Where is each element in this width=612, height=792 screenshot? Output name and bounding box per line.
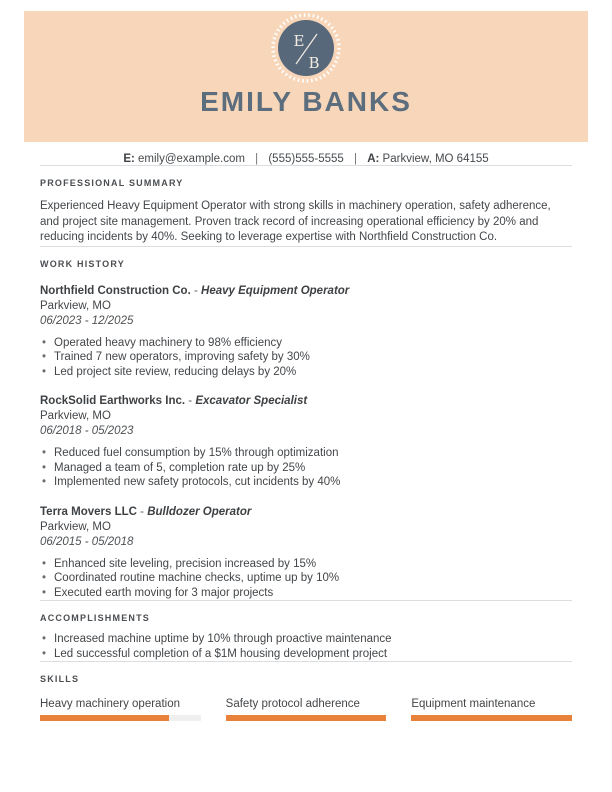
job-bullet-list bbox=[40, 336, 572, 380]
job-bullet: • Implemented new safety protocols, cut incidents by 40% bbox=[40, 475, 572, 490]
accomplishment-bullet: • Increased machine uptime by 10% through proactive maintenance bbox=[40, 632, 572, 647]
job-bullet: • Executed earth moving for 3 major projects bbox=[40, 586, 572, 601]
job-title-line bbox=[40, 283, 572, 299]
skill-bar-fill bbox=[411, 715, 572, 721]
section-divider bbox=[40, 600, 572, 601]
job-bullet-list bbox=[40, 446, 572, 490]
section-divider bbox=[40, 661, 572, 662]
section-title-accomplishments: ACCOMPLISHMENTS bbox=[40, 613, 150, 623]
skills-row bbox=[40, 697, 572, 721]
skill-label: Safety protocol adherence bbox=[225, 698, 360, 710]
job-dates: 06/2023 - 12/2025 bbox=[40, 314, 134, 327]
skill-item bbox=[40, 697, 201, 721]
address-label: A: bbox=[367, 153, 380, 165]
monogram-letter-top: E bbox=[293, 32, 305, 50]
contact-line bbox=[0, 153, 612, 165]
job-location: Parkview, MO bbox=[40, 520, 111, 533]
phone-value: (555)555-5555 bbox=[268, 153, 344, 165]
job-role: Bulldozer Operator bbox=[147, 505, 252, 518]
monogram-badge bbox=[269, 11, 343, 85]
job-bullet: • Coordinated routine machine checks, uptime up by 10% bbox=[40, 571, 572, 586]
job-bullet: • Reduced fuel consumption by 15% through optimization bbox=[40, 446, 572, 461]
job-bullet: • Trained 7 new operators, improving safety by 30% bbox=[40, 350, 572, 365]
job-role: Excavator Specialist bbox=[195, 395, 308, 407]
job-bullet: • Managed a team of 5, completion rate up by 25% bbox=[40, 461, 572, 476]
job-title-line bbox=[40, 393, 572, 409]
job-title-separator: - bbox=[140, 505, 144, 518]
job-dates: 06/2015 - 05/2018 bbox=[40, 535, 134, 548]
skill-item bbox=[226, 697, 387, 721]
job-bullet: • Led project site review, reducing delays by 20% bbox=[40, 365, 572, 380]
accomplishment-bullet: • Led successful completion of a $1M housing development project bbox=[40, 647, 572, 662]
job-location: Parkview, MO bbox=[40, 299, 111, 312]
job-entry bbox=[40, 393, 572, 490]
contact-separator: | bbox=[354, 153, 357, 165]
skill-item bbox=[411, 697, 572, 721]
skill-bar-track bbox=[226, 715, 387, 721]
job-role: Heavy Equipment Operator bbox=[201, 284, 350, 297]
job-location: Parkview, MO bbox=[40, 410, 111, 422]
contact-separator: | bbox=[255, 153, 259, 165]
email-label: E: bbox=[123, 153, 135, 165]
skill-label: Equipment maintenance bbox=[411, 698, 536, 710]
section-divider bbox=[40, 165, 572, 166]
skill-bar-fill bbox=[40, 715, 169, 721]
skill-label: Heavy machinery operation bbox=[40, 698, 180, 710]
job-title-separator: - bbox=[193, 284, 198, 297]
monogram-letter-bottom: B bbox=[308, 54, 320, 72]
section-title-summary: PROFESSIONAL SUMMARY bbox=[40, 178, 184, 188]
candidate-name: EMILY BANKS bbox=[200, 86, 412, 117]
skill-bar-track bbox=[411, 715, 572, 721]
job-bullet: • Operated heavy machinery to 98% efficiency bbox=[40, 336, 572, 351]
section-title-work-history: WORK HISTORY bbox=[40, 258, 125, 269]
job-company: Terra Movers LLC bbox=[40, 505, 137, 518]
job-company: Northfield Construction Co. bbox=[40, 284, 191, 297]
job-bullet: • Enhanced site leveling, precision increased by 15% bbox=[40, 557, 572, 572]
job-title-separator: - bbox=[188, 395, 193, 407]
monogram-circle bbox=[278, 20, 334, 76]
email-value: emily@example.com bbox=[138, 153, 245, 165]
section-title-skills: SKILLS bbox=[40, 674, 80, 684]
accomplishments-list bbox=[40, 632, 572, 661]
skill-bar-track bbox=[40, 715, 201, 721]
header-band bbox=[24, 11, 588, 142]
resume-body bbox=[40, 165, 572, 721]
job-entry bbox=[40, 504, 572, 601]
job-entry bbox=[40, 283, 572, 380]
job-title-line bbox=[40, 504, 572, 520]
section-divider bbox=[40, 246, 572, 247]
summary-paragraph: Experienced Heavy Equipment Operator with strong skills in machinery operation, safety adherence, and project site management. Proven track record of increasing operational efficiency by 20% and reducing incidents by 40%. Seeking to leverage expertise with Northfield Construction Co. bbox=[40, 200, 551, 243]
job-dates: 06/2018 - 05/2023 bbox=[40, 425, 134, 437]
address-value: Parkview, MO 64155 bbox=[382, 153, 489, 165]
skill-bar-fill bbox=[226, 715, 387, 721]
job-bullet-list bbox=[40, 557, 572, 601]
job-company: RockSolid Earthworks Inc. bbox=[40, 395, 186, 407]
